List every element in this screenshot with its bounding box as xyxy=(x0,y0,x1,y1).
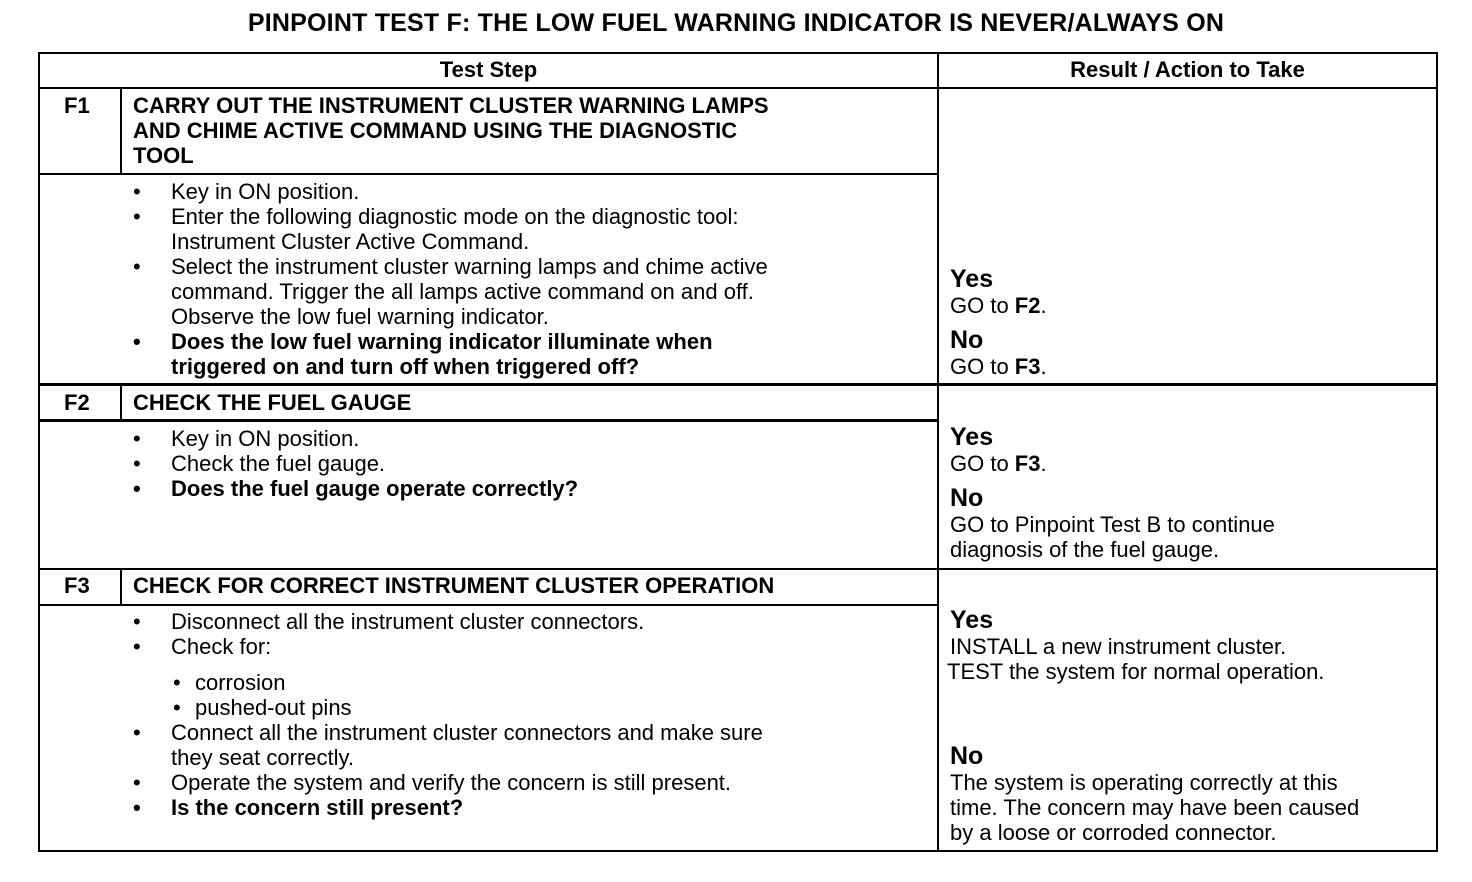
header-test-step: Test Step xyxy=(439,57,538,82)
list-item: • Key in ON position. xyxy=(133,179,360,204)
result-block xyxy=(950,265,1047,379)
column-divider xyxy=(937,52,939,852)
list-item: • Connect all the instrument cluster connectors and make sure they seat correctly. xyxy=(133,720,763,770)
list-item: • Does the low fuel warning indicator illuminate when triggered on and turn off when triggered off? xyxy=(133,329,713,379)
step-title: CARRY OUT THE INSTRUMENT CLUSTER WARNING LAMPS AND CHIME ACTIVE COMMAND USING THE DIAGNOSTIC TOOL xyxy=(133,93,769,168)
row-divider xyxy=(38,419,938,422)
list-item: • Is the concern still present? xyxy=(133,795,464,820)
list-item: • Enter the following diagnostic mode on the diagnostic tool: Instrument Cluster Active Command. xyxy=(133,204,739,254)
no-action: The system is operating correctly at this time. The concern may have been caused by a loose or corroded connector. xyxy=(950,770,1360,845)
page-title: PINPOINT TEST F: THE LOW FUEL WARNING INDICATOR IS NEVER/ALWAYS ON xyxy=(247,9,1225,37)
yes-label: Yes xyxy=(950,423,994,451)
step-instructions xyxy=(133,179,768,379)
step-title: CHECK THE FUEL GAUGE xyxy=(133,390,412,415)
yes-label: Yes xyxy=(950,265,994,293)
step-instructions xyxy=(133,609,763,820)
no-action: GO to F3. xyxy=(950,354,1047,379)
row-divider xyxy=(38,173,938,175)
sub-list-item: • corrosion xyxy=(173,670,286,695)
list-item: • Key in ON position. xyxy=(133,426,360,451)
list-item: • Check the fuel gauge. xyxy=(133,451,386,476)
step-title: CHECK FOR CORRECT INSTRUMENT CLUSTER OPERATION xyxy=(133,573,775,598)
step-link: F3 xyxy=(1014,451,1041,476)
sub-list xyxy=(171,670,763,720)
result-block-no xyxy=(950,742,1359,845)
result-block xyxy=(950,423,1275,562)
list-item: • Operate the system and verify the concern is still present. xyxy=(133,770,732,795)
step-instructions xyxy=(133,426,578,501)
list-item: • Check for: • corrosion • pushed-out pins xyxy=(133,634,763,720)
step-id-divider xyxy=(120,88,122,174)
list-item: • Does the fuel gauge operate correctly? xyxy=(133,476,579,501)
no-label: No xyxy=(950,742,984,770)
row-divider xyxy=(38,604,938,606)
step-id-divider xyxy=(120,569,122,606)
row-divider xyxy=(38,87,1438,89)
header-result: Result / Action to Take xyxy=(1070,57,1305,82)
step-id: F2 xyxy=(64,390,90,415)
list-item: • Disconnect all the instrument cluster connectors. xyxy=(133,609,645,634)
row-divider xyxy=(38,383,1438,386)
result-block-yes xyxy=(947,606,1325,684)
step-link: F2 xyxy=(1014,293,1041,318)
row-divider xyxy=(38,568,1438,570)
no-label: No xyxy=(950,326,984,354)
no-label: No xyxy=(950,484,984,512)
step-id: F3 xyxy=(64,573,90,598)
yes-action: INSTALL a new instrument cluster. TEST the system for normal operation. xyxy=(947,634,1325,684)
no-action: GO to Pinpoint Test B to continue diagnosis of the fuel gauge. xyxy=(950,512,1275,562)
list-item: • Select the instrument cluster warning lamps and chime active command. Trigger the all lamps active command on and off. Observe the low fuel warning indicator. xyxy=(133,254,768,329)
step-id-divider xyxy=(120,385,122,421)
sub-list-item: • pushed-out pins xyxy=(173,695,352,720)
yes-action: GO to F3. xyxy=(950,451,1047,476)
yes-action: GO to F2. xyxy=(950,293,1047,318)
step-link: F3 xyxy=(1014,354,1041,379)
step-id: F1 xyxy=(64,93,90,118)
yes-label: Yes xyxy=(950,606,994,634)
